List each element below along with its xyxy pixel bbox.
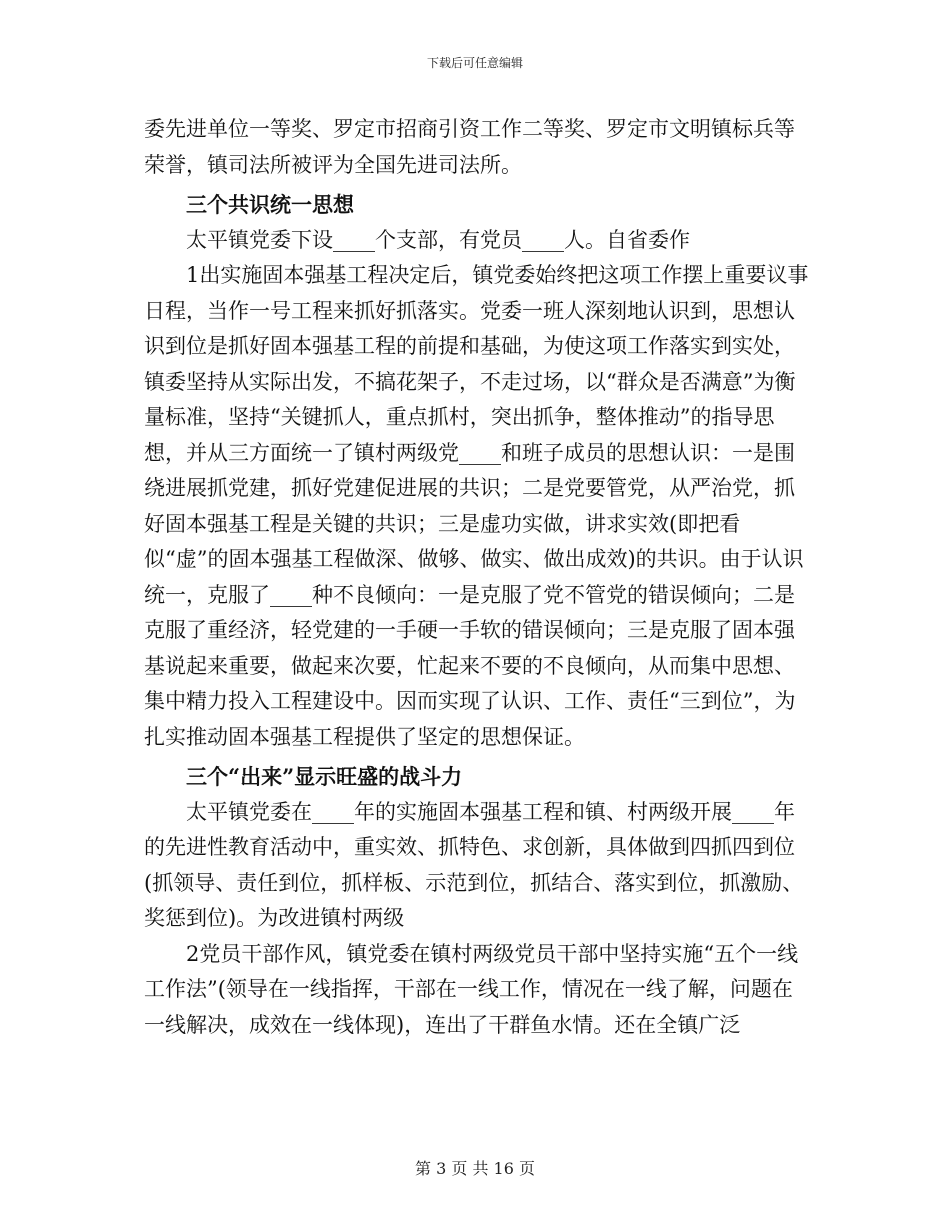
paragraph-2: 太平镇党委下设____个支部，有党员____人。自省委作 xyxy=(186,227,690,252)
page-footer: 第 3 页 共 16 页 xyxy=(415,1159,535,1178)
paragraph-5: 2党员干部作风，镇党委在镇村两级党员干部中坚持实施“五个一线工作法”(领导在一线指挥，干部在一线工作，情况在一线了解，问题在一线解决，成效在一线体现)，连出了干群鱼水情。还在全镇广泛 xyxy=(144,941,799,1037)
paragraph-1: 委先进单位一等奖、罗定市招商引资工作二等奖、罗定市文明镇标兵等荣誉，镇司法所被评为全国先进司法所。 xyxy=(144,117,795,177)
document-body xyxy=(144,112,810,1043)
page-header: 下载后可任意编辑 xyxy=(426,56,523,70)
paragraph-4: 太平镇党委在____年的实施固本强基工程和镇、村两级开展____年的先进性教育活动中，重实效、抓特色、求创新，具体做到四抓四到位(抓领导、责任到位，抓样板、示范到位，抓结合、落实到位，抓激励、奖惩到位)。为改进镇村两级 xyxy=(144,799,804,930)
paragraph-3: 1出实施固本强基工程决定后，镇党委始终把这项工作摆上重要议事日程，当作一号工程来抓好抓落实。党委一班人深刻地认识到，思想认识到位是抓好固本强基工程的前提和基础，为使这项工作落实到实处，镇委坚持从实际出发，不搞花架子，不走过场，以“群众是否满意”为衡量标准，坚持“关键抓人，重点抓村，突出抓争，整体推动”的指导思想，并从三方面统一了镇村两级党____和班子成员的思想认识：一是围绕进展抓党建，抓好党建促进展的共识；二是党要管党，从严治党，抓好固本强基工程是关键的共识；三是虚功实做，讲求实效(即把看似“虚”的固本强基工程做深、做够、做实、做出成效)的共识。由于认识统一，克服了____种不良倾向：一是克服了党不管党的错误倾向；二是克服了重经济，轻党建的一手硬一手软的错误倾向；三是克服了固本强基说起来重要，做起来次要，忙起来不要的不良倾向，从而集中思想、集中精力投入工程建设中。因而实现了认识、工作、责任“三到位”，为扎实推动固本强基工程提供了坚定的思想保证。 xyxy=(144,263,809,749)
section-heading-1: 三个共识统一思想 xyxy=(186,192,354,217)
section-heading-2: 三个“出来”显示旺盛的战斗力 xyxy=(186,764,463,789)
